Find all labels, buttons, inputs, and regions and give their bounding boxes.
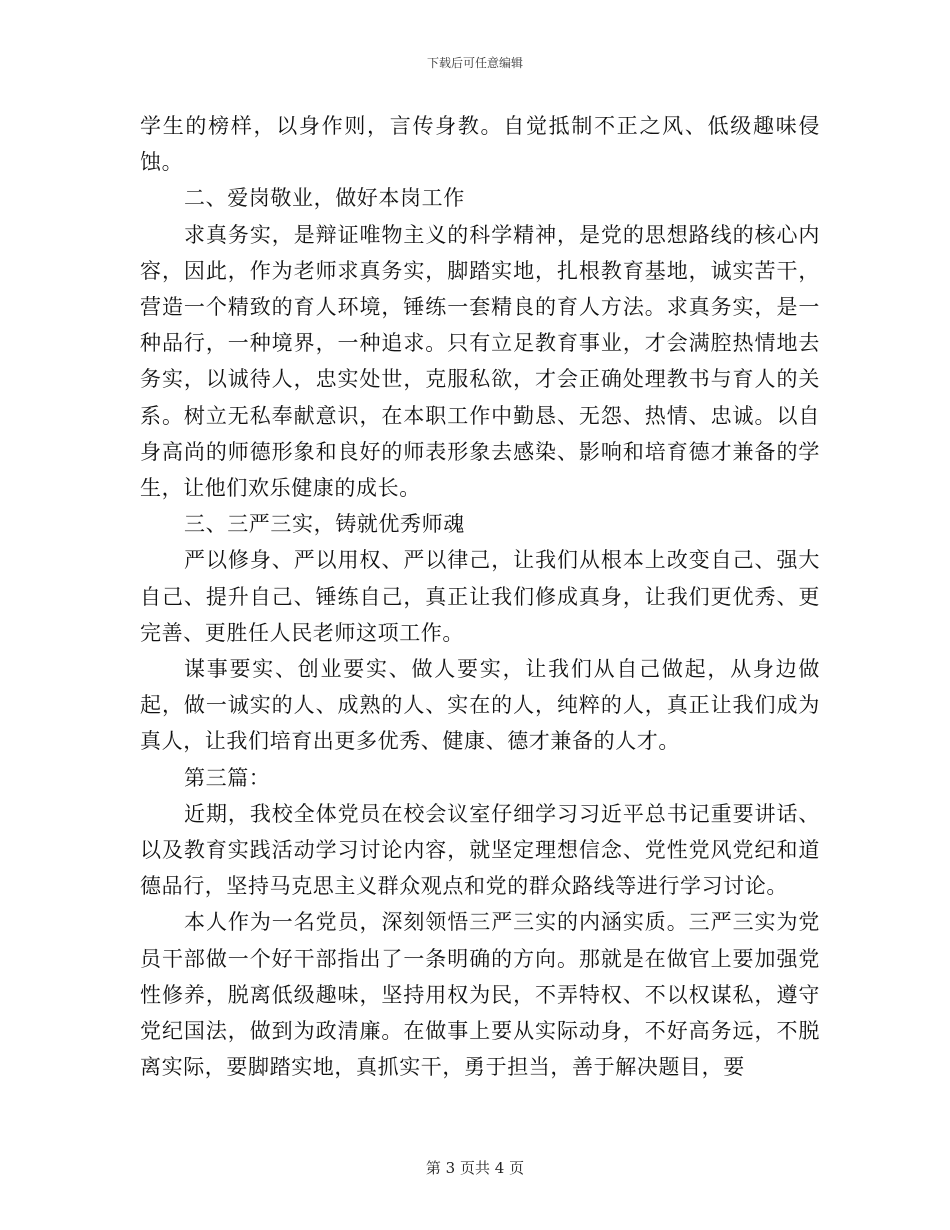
section-heading: 二、爱岗敬业，做好本岗工作 [184, 186, 465, 211]
paragraph: 近期，我校全体党员在校会议室仔细学习习近平总书记重要讲话、以及教育实践活动学习讨论内容，就坚定理想信念、党性党风党纪和道德品行，坚持马克思主义群众观点和党的群众路线等进行学习讨论。 [140, 801, 820, 899]
section-heading: 三、三严三实，铸就优秀师魂 [184, 512, 465, 537]
document-body [140, 108, 820, 1085]
page-header: 下载后可任意编辑 [426, 56, 523, 70]
paragraph: 求真务实，是辩证唯物主义的科学精神，是党的思想路线的核心内容，因此，作为老师求真务实，脚踏实地，扎根教育基地，诚实苦干，营造一个精致的育人环境，锤练一套精良的育人方法。求真务实，是一种品行，一种境界，一种追求。只有立足教育事业，才会满腔热情地去务实，以诚待人，忠实处世，克服私欲，才会正确处理教书与育人的关系。树立无私奉献意识，在本职工作中勤恳、无怨、热情、忠诚。以自身高尚的师德形象和良好的师表形象去感染、影响和培育德才兼备的学生，让他们欢乐健康的成长。 [140, 222, 820, 501]
paragraph: 学生的榜样，以身作则，言传身教。自觉抵制不正之风、低级趣味侵蚀。 [140, 114, 820, 175]
paragraph: 谋事要实、创业要实、做人要实，让我们从自己做起，从身边做起，做一诚实的人、成熟的人、实在的人，纯粹的人，真正让我们成为真人，让我们培育出更多优秀、健康、德才兼备的人才。 [140, 657, 820, 754]
page-footer: 第 3 页共 4 页 [425, 1159, 525, 1177]
paragraph: 严以修身、严以用权、严以律己，让我们从根本上改变自己、强大自己、提升自己、锤练自己，真正让我们修成真身，让我们更优秀、更完善、更胜任人民老师这项工作。 [140, 548, 820, 645]
paragraph: 本人作为一名党员，深刻领悟三严三实的内涵实质。三严三实为党员干部做一个好干部指出了一条明确的方向。那就是在做官上要加强党性修养，脱离低级趣味，坚持用权为民，不弄特权、不以权谋私，遵守党纪国法，做到为政清廉。在做事上要从实际动身，不好高务远，不脱离实际，要脚踏实地，真抓实干，勇于担当，善于解决题目，要 [140, 910, 820, 1080]
section-heading: 第三篇： [184, 765, 271, 790]
